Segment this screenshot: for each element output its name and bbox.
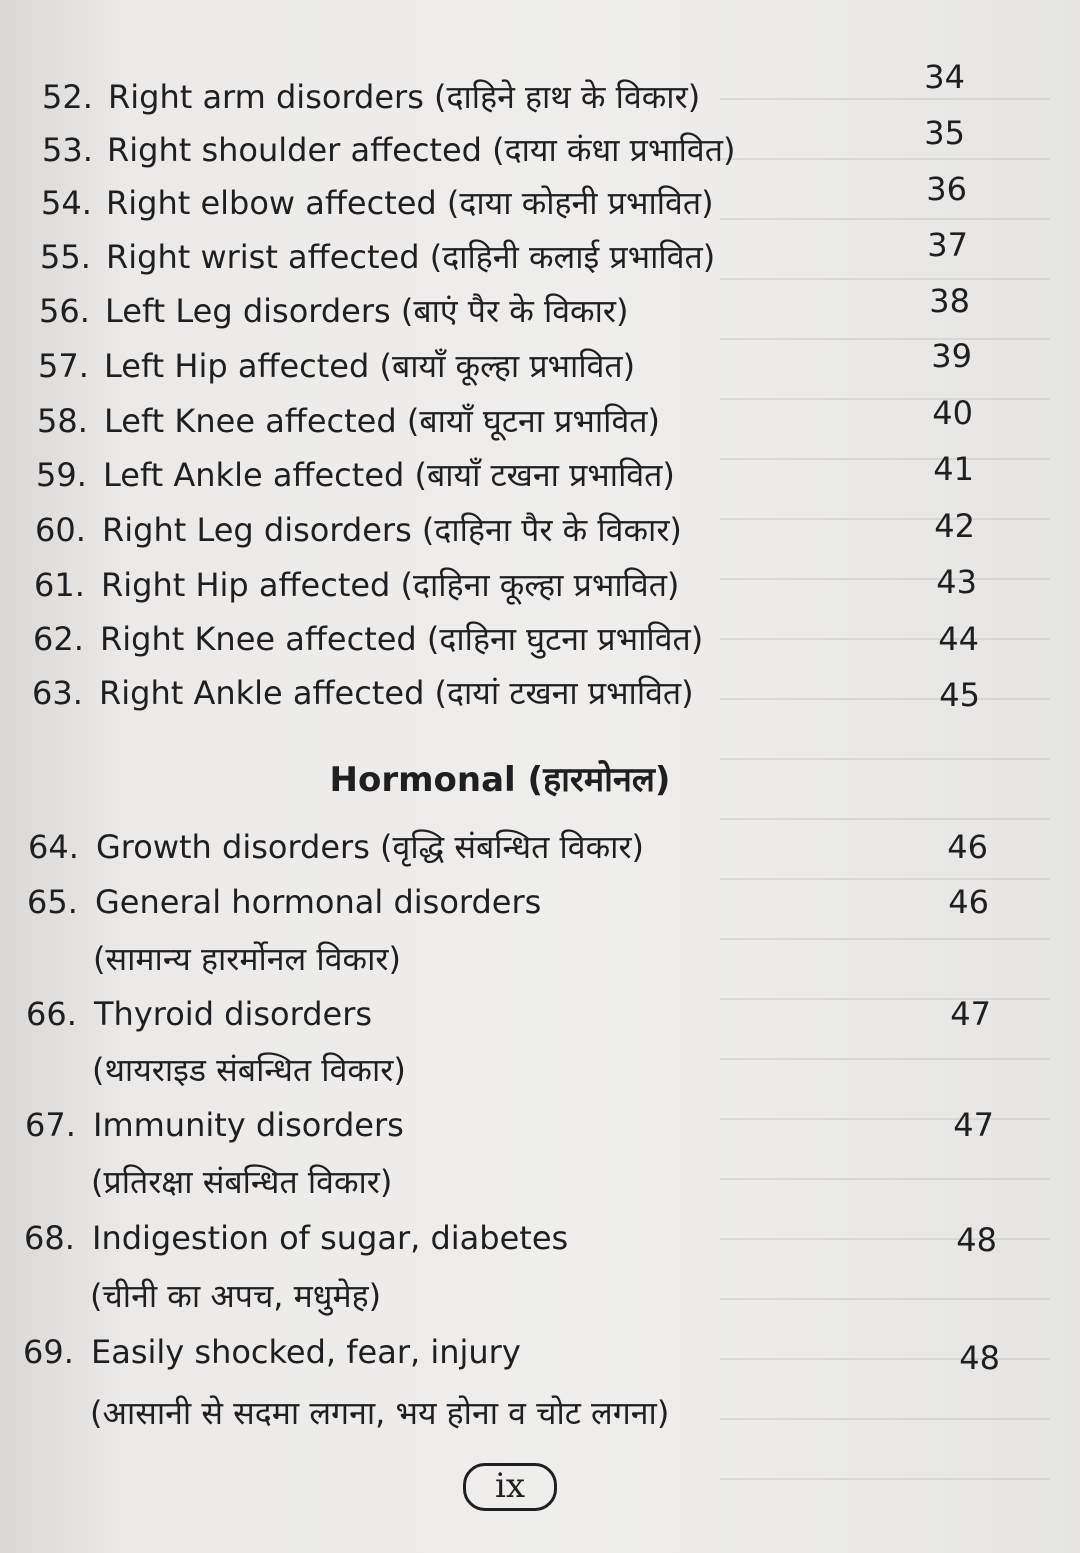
entry-sublabel: (सामान्य हारर्मोनल विकार)	[93, 940, 401, 978]
entry-page: 40	[932, 394, 973, 432]
entry-number: 64.	[28, 828, 79, 866]
entry-page: 47	[953, 1106, 994, 1144]
entry-number: 62.	[33, 620, 84, 658]
bleed-through-text	[720, 40, 1050, 1440]
entry-label: Right Ankle affected (दायां टखना प्रभावित)	[99, 674, 694, 712]
entry-label: Right Leg disorders (दाहिना पैर के विकार)	[102, 511, 682, 549]
entry-label: Left Knee affected (बायाँ घूटना प्रभावित)	[104, 402, 660, 440]
entry-number: 57.	[38, 347, 89, 385]
entry-page: 43	[936, 563, 977, 601]
page-number-badge: ix	[463, 1463, 557, 1511]
entry-page: 48	[959, 1339, 1000, 1377]
entry-page: 44	[938, 620, 979, 658]
entry-sublabel: (थायराइड संबन्धित विकार)	[92, 1051, 406, 1089]
entry-number: 61.	[34, 566, 85, 604]
entry-page: 42	[934, 507, 975, 545]
entry-sublabel: (प्रतिरक्षा संबन्धित विकार)	[91, 1163, 393, 1201]
entry-number: 56.	[39, 292, 90, 330]
entry-label: Easily shocked, fear, injury	[91, 1333, 521, 1371]
entry-label: Right wrist affected (दाहिनी कलाई प्रभावित)	[106, 238, 716, 276]
entry-sublabel: (आसानी से सदमा लगना, भय होना व चोट लगना)	[90, 1394, 670, 1432]
entry-number: 65.	[27, 883, 78, 921]
entry-label: Left Ankle affected (बायाँ टखना प्रभावित)	[103, 456, 675, 494]
entry-page: 41	[933, 450, 974, 488]
entry-page: 47	[950, 995, 991, 1033]
entry-page: 37	[927, 226, 968, 264]
section-heading: Hormonal (हारमोनल)	[329, 760, 671, 800]
entry-label: Growth disorders (वृद्धि संबन्धित विकार)	[96, 828, 645, 866]
entry-page: 35	[924, 114, 965, 152]
entry-number: 58.	[37, 402, 88, 440]
entry-label: Right elbow affected (दाया कोहनी प्रभावित)	[106, 184, 714, 222]
entry-page: 46	[948, 883, 989, 921]
entry-page: 48	[956, 1221, 997, 1259]
entry-number: 55.	[40, 238, 91, 276]
entry-number: 59.	[36, 456, 87, 494]
entry-number: 52.	[42, 78, 93, 116]
entry-sublabel: (चीनी का अपच, मधुमेह)	[90, 1277, 382, 1315]
entry-page: 36	[926, 170, 967, 208]
entry-number: 66.	[26, 995, 77, 1033]
entry-label: Left Leg disorders (बाएं पैर के विकार)	[105, 292, 629, 330]
entry-label: Right Knee affected (दाहिना घुटना प्रभावित)	[100, 620, 704, 658]
entry-label: Right shoulder affected (दाया कंधा प्रभावित)	[107, 131, 736, 169]
entry-number: 53.	[42, 131, 93, 169]
entry-label: Left Hip affected (बायाँ कूल्हा प्रभावित)	[104, 347, 636, 385]
entry-label: General hormonal disorders	[95, 883, 542, 921]
entry-number: 68.	[24, 1219, 75, 1257]
entry-number: 67.	[25, 1106, 76, 1144]
entry-label: Right arm disorders (दाहिने हाथ के विकार)	[108, 78, 701, 116]
entry-number: 69.	[23, 1333, 74, 1371]
entry-page: 45	[939, 676, 980, 714]
entry-label: Thyroid disorders	[94, 995, 373, 1033]
entry-label: Right Hip affected (दाहिना कूल्हा प्रभावित)	[101, 566, 680, 604]
entry-label: Immunity disorders	[93, 1106, 404, 1144]
entry-number: 60.	[35, 511, 86, 549]
entry-label: Indigestion of sugar, diabetes	[92, 1219, 569, 1257]
entry-number: 63.	[32, 674, 83, 712]
entry-number: 54.	[41, 184, 92, 222]
entry-page: 34	[924, 58, 965, 96]
entry-page: 46	[947, 828, 988, 866]
entry-page: 39	[931, 337, 972, 375]
entry-page: 38	[929, 282, 970, 320]
